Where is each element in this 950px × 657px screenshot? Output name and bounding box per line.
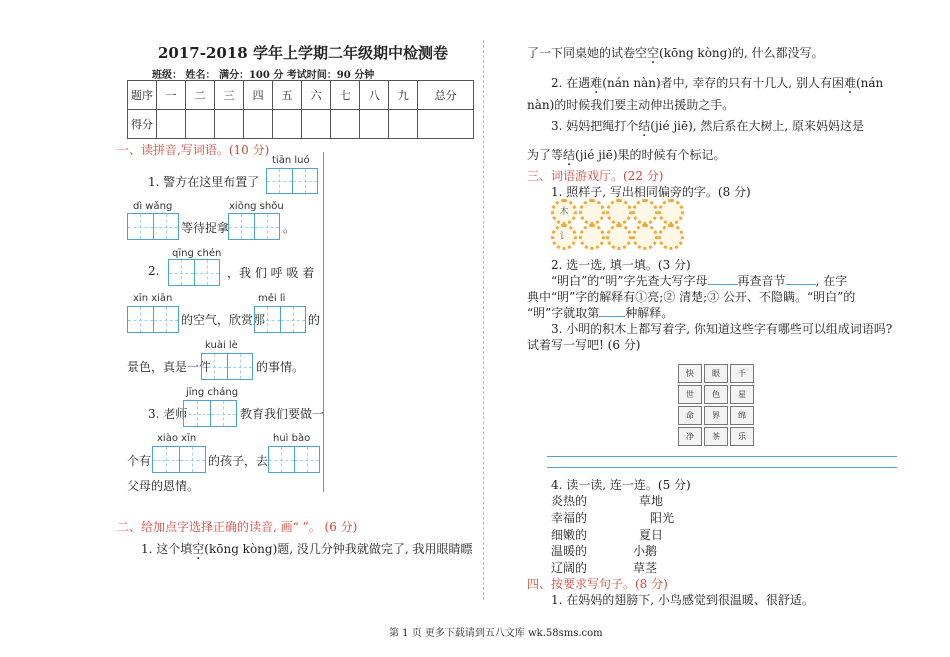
question-text: 教育我们要做一 [240, 407, 325, 421]
section3-q1: 1. 照样子, 写出相同偏旁的字。(8 分) [551, 185, 751, 199]
text: 1. 这个填 [141, 542, 193, 556]
score-cell[interactable] [186, 110, 215, 139]
score-cell[interactable] [157, 110, 186, 139]
pinyin: tiān luó [272, 155, 310, 166]
question-number: 2. [148, 264, 160, 278]
col-6: 六 [302, 81, 331, 110]
word-blocks [678, 364, 754, 446]
col-7: 七 [331, 81, 360, 110]
section2-q3-line1 [551, 117, 864, 134]
block: 色 [704, 385, 728, 404]
answer-blank[interactable] [599, 316, 625, 317]
pinyin: kuài lè [205, 340, 238, 351]
section2-heading: 二、给加点字选择正确的读音, 画“ ”。 (6 分) [117, 520, 358, 534]
dotted-char: 结 [563, 148, 576, 162]
question-text: 个有 [127, 454, 152, 468]
dotted-char: 难 [590, 76, 603, 90]
question-text: 1. 警方在这里布置了 [148, 175, 260, 189]
dotted-char: 结 [638, 119, 651, 133]
column-divider [323, 152, 324, 492]
col-total: 总分 [418, 81, 474, 110]
flower-icon[interactable] [606, 199, 632, 225]
match-right[interactable]: 夏日 [639, 528, 664, 542]
text: (nán [855, 76, 884, 90]
match-right[interactable]: 草茎 [633, 561, 658, 575]
text: “明白”的“明”字先查大写字母 [551, 274, 708, 288]
answer-line[interactable] [547, 456, 897, 457]
score-cell[interactable] [302, 110, 331, 139]
match-left[interactable]: 细嫩的 [551, 528, 588, 542]
flower-icon[interactable] [632, 199, 658, 225]
match-right[interactable]: 草地 [639, 494, 664, 508]
score-cell[interactable] [389, 110, 418, 139]
flower-icon[interactable] [632, 224, 658, 250]
exam-info: 班级： 姓名： 满分：100 分 考试时间：90 分钟 [152, 70, 375, 81]
text: 2. 在遇 [551, 76, 591, 90]
score-table [127, 80, 474, 139]
flower-icon[interactable] [658, 224, 684, 250]
writing-box[interactable] [152, 446, 206, 473]
flower-icon: 木 [551, 199, 577, 225]
section3-q2-line3 [527, 304, 673, 321]
question-text: 的事情。 [256, 360, 305, 374]
text: , 在字 [815, 274, 848, 288]
answer-line[interactable] [547, 467, 897, 468]
flower-icon[interactable] [658, 199, 684, 225]
match-left[interactable]: 炎热的 [551, 494, 588, 508]
writing-box[interactable] [168, 259, 220, 286]
block: 净 [678, 427, 702, 446]
flower-icon[interactable] [579, 224, 605, 250]
section4-heading: 四、按要求写句子。(8 分) [527, 577, 668, 591]
section3-heading: 三、词语游戏厅。(22 分) [527, 169, 664, 183]
flower-icon: 讠 [551, 224, 577, 250]
score-cell[interactable] [244, 110, 273, 139]
col-4: 四 [244, 81, 273, 110]
match-right[interactable]: 小鹅 [633, 544, 658, 558]
pinyin: xiōng shǒu [229, 201, 284, 212]
score-cell[interactable] [418, 110, 474, 139]
col-8: 八 [360, 81, 389, 110]
row-head-order: 题序 [128, 81, 157, 110]
section3-q3-line2: 试着写一写吧! (6 分) [527, 338, 641, 352]
score-cell[interactable] [331, 110, 360, 139]
block: 乐 [730, 427, 754, 446]
section1-heading: 一、读拼音,写词语。(10 分) [117, 143, 270, 157]
flower-icon[interactable] [579, 199, 605, 225]
writing-box[interactable] [268, 446, 320, 473]
text: (nán nàn)者中, 幸存的只有十几人, 别人有困 [602, 76, 844, 90]
text: 3. 妈妈把绳打个 [551, 119, 639, 133]
dotted-char: 难 [843, 76, 856, 90]
match-right[interactable]: 阳光 [650, 511, 675, 525]
question-text: 景色，真是一件 [127, 360, 212, 374]
pinyin: qīng chén [172, 248, 222, 259]
question-text: 的 [308, 313, 321, 327]
section2-q1-line1 [141, 540, 473, 557]
answer-blank[interactable] [786, 284, 816, 285]
writing-box[interactable] [127, 306, 179, 333]
match-left[interactable]: 温暖的 [551, 544, 588, 558]
question-text: 父母的恩情。 [127, 479, 200, 493]
question-text: 。 [283, 221, 296, 235]
page-footer: 第 1 页 更多下载请到五八文库 wk.58sms.com [389, 628, 603, 639]
section4-q1: 1. 在妈妈的翅膀下, 小鸟感觉到很温暖、很舒适。 [551, 593, 814, 607]
section2-q2-line2: nàn)的时候我们要主动伸出援助之手。 [527, 98, 735, 112]
pinyin: jīng cháng [186, 387, 239, 398]
pinyin: měi lì [258, 293, 286, 304]
match-left[interactable]: 幸福的 [551, 511, 588, 525]
text: (kōng kòng)的, 什么都没写。 [659, 46, 824, 60]
question-text: 3. 老师 [148, 407, 188, 421]
block: 星 [730, 385, 754, 404]
block: 快 [678, 364, 702, 383]
text: 为了等 [527, 148, 564, 162]
dotted-char: 空 [192, 542, 205, 556]
text: (jié jiē), 然后系在大树上, 原来妈妈这是 [650, 119, 865, 133]
section3-q3-line1: 3. 小明的积木上都写着字, 你知道这些字有哪些可以组成词语吗? [551, 322, 893, 336]
match-left[interactable]: 辽阔的 [551, 561, 588, 575]
row-head-score: 得分 [128, 110, 157, 139]
block: 界 [704, 406, 728, 425]
page-title: 2017-2018 学年上学期二年级期中检测卷 [158, 44, 448, 62]
pinyin: huì bào [273, 433, 311, 444]
writing-box[interactable] [228, 213, 280, 240]
text: “明”字就取第 [527, 306, 600, 320]
writing-box[interactable] [201, 353, 253, 380]
question-text: 的空气，欣赏那 [181, 313, 266, 327]
question-text: 等待捉拿 [181, 221, 230, 235]
block: 世 [678, 385, 702, 404]
text: 了一下同桌她的试卷空 [527, 46, 648, 60]
question-text: 的孩子，去 [208, 454, 269, 468]
text: (jié jiē)果的时候有个标记。 [575, 148, 726, 162]
writing-box[interactable] [266, 168, 318, 194]
block: 命 [678, 406, 702, 425]
answer-blank[interactable] [708, 284, 738, 285]
col-5: 五 [273, 81, 302, 110]
text: (kōng kòng)题, 没几分钟我就做完了, 我用眼睛瞟 [204, 542, 473, 556]
flower-icon[interactable] [606, 224, 632, 250]
section3-q2-line2: 典中“明”字的解释有①亮;② 清楚;③ 公开、不隐瞒。“明白”的 [527, 290, 856, 304]
writing-box[interactable] [254, 306, 306, 333]
score-cell[interactable] [215, 110, 244, 139]
writing-box[interactable] [127, 213, 179, 240]
score-cell[interactable] [360, 110, 389, 139]
section3-q2: 2. 选一选, 填一填。(3 分) [551, 258, 691, 272]
section3-q2-line1 [551, 272, 847, 289]
section2-q3-line2 [527, 146, 726, 163]
question-text: ，我 们 呼 吸 着 [227, 266, 315, 280]
block: 眼 [704, 364, 728, 383]
col-2: 二 [186, 81, 215, 110]
col-1: 一 [157, 81, 186, 110]
block: 茶 [704, 427, 728, 446]
pinyin: xiào xīn [157, 433, 197, 444]
pinyin: xīn xiān [133, 293, 173, 304]
block: 绵 [730, 406, 754, 425]
section2-q1-line2 [527, 44, 824, 61]
score-cell[interactable] [273, 110, 302, 139]
section2-q2-line1 [551, 74, 883, 91]
dotted-char: 空 [647, 46, 660, 60]
block: 千 [730, 364, 754, 383]
col-3: 三 [215, 81, 244, 110]
text: 再查音节 [737, 274, 786, 288]
section3-q4: 4. 读一读, 连一连。(5 分) [551, 478, 691, 492]
page-fold-line [483, 40, 484, 600]
col-9: 九 [389, 81, 418, 110]
pinyin: dì wǎng [133, 201, 173, 212]
writing-box[interactable] [183, 400, 237, 427]
text: 种解释。 [625, 306, 674, 320]
